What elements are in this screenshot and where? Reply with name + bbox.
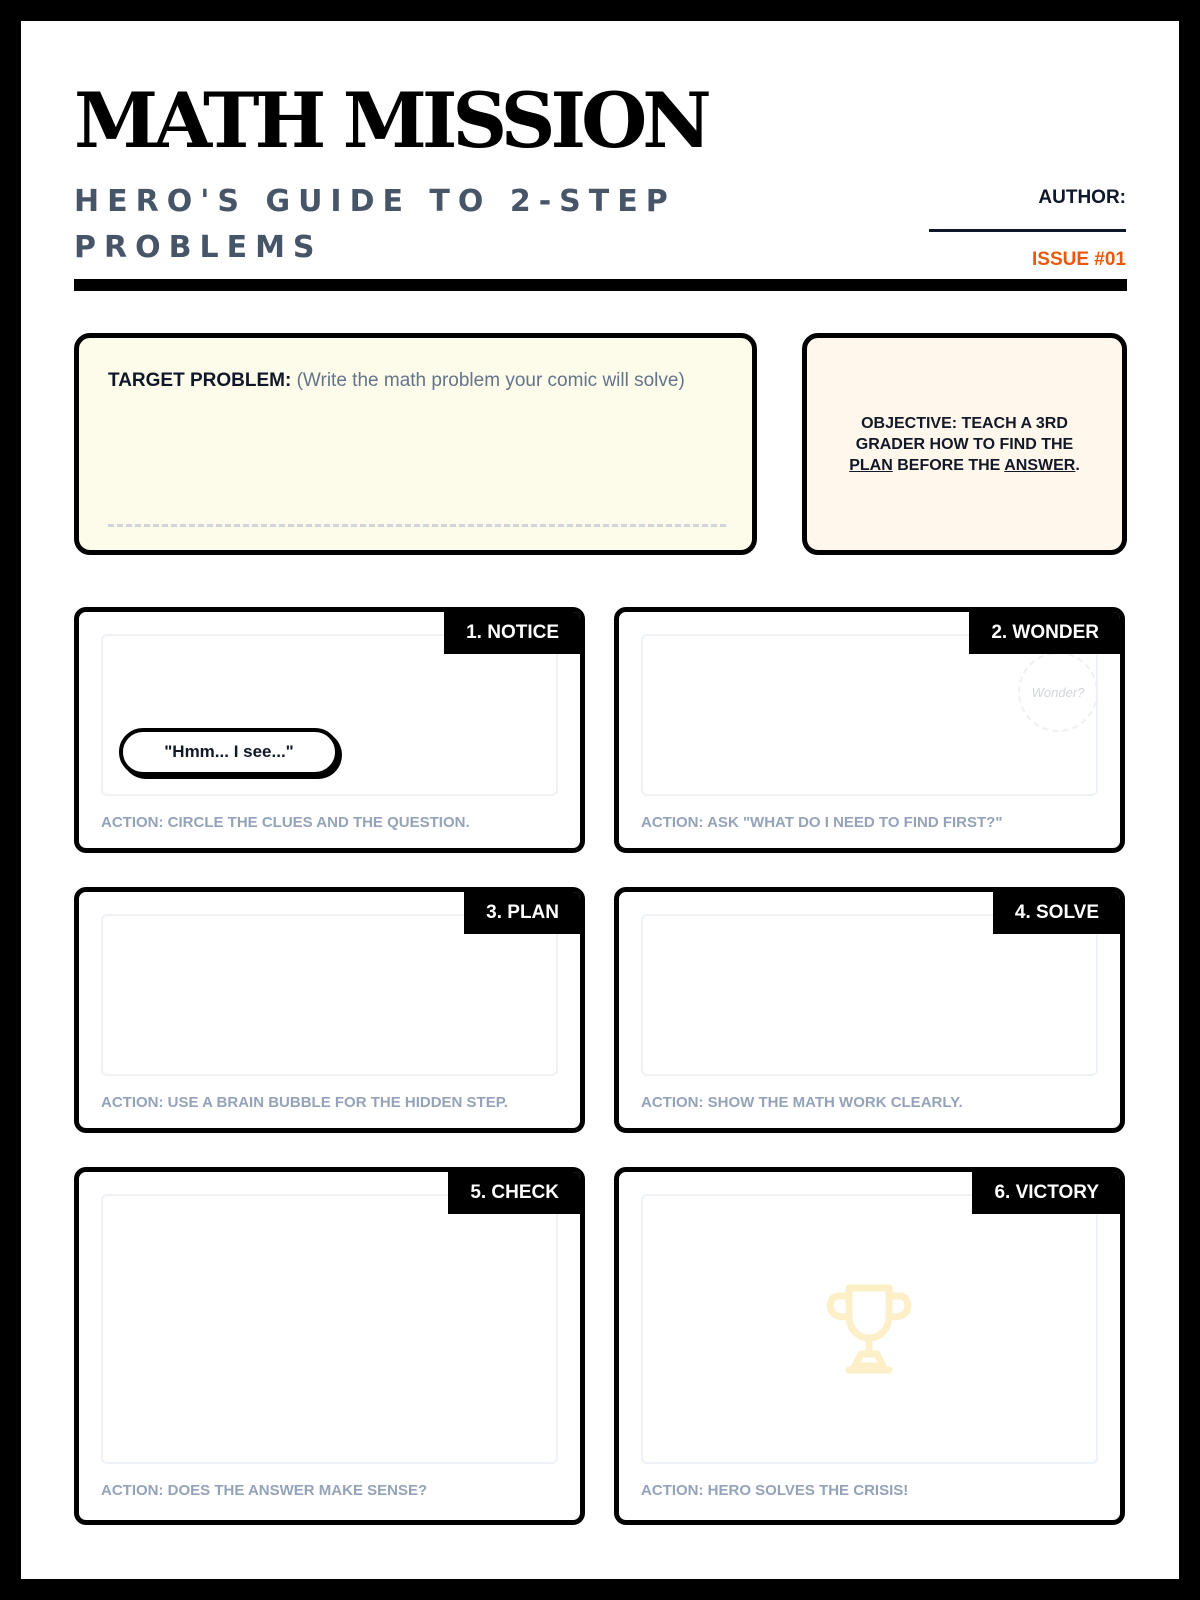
- target-problem-placeholder: (Write the math problem your comic will solve): [296, 370, 685, 391]
- panel-action: ACTION: DOES THE ANSWER MAKE SENSE?: [101, 1482, 428, 1499]
- panel-tag: 1. NOTICE: [444, 612, 580, 654]
- page-subtitle: HERO'S GUIDE TO 2-STEP PROBLEMS: [74, 184, 676, 265]
- panel-plan[interactable]: [74, 887, 585, 1133]
- target-problem-box[interactable]: [74, 333, 757, 555]
- panel-action: ACTION: HERO SOLVES THE CRISIS!: [641, 1482, 909, 1499]
- panel-action: ACTION: USE A BRAIN BUBBLE FOR THE HIDDEN STEP.: [101, 1094, 508, 1111]
- worksheet-page: [21, 21, 1179, 1579]
- author-line[interactable]: [929, 213, 1126, 232]
- objective-answer: ANSWER: [1004, 456, 1076, 474]
- panel-notice[interactable]: [74, 607, 585, 853]
- header-divider: [74, 279, 1127, 291]
- panel-action: ACTION: CIRCLE THE CLUES AND THE QUESTION.: [101, 814, 470, 831]
- panel-tag: 2. WONDER: [969, 612, 1120, 654]
- panel-tag: 5. CHECK: [448, 1172, 580, 1214]
- objective-end: .: [1075, 456, 1080, 474]
- panel-victory[interactable]: [614, 1167, 1125, 1525]
- panel-action: ACTION: ASK "WHAT DO I NEED TO FIND FIRST?": [641, 814, 1003, 831]
- panel-tag: 3. PLAN: [464, 892, 580, 934]
- thought-bubble: Wonder?: [1018, 652, 1098, 732]
- objective-text: [839, 413, 1090, 476]
- panel-solve[interactable]: [614, 887, 1125, 1133]
- objective-plan: PLAN: [849, 456, 893, 474]
- author-label: AUTHOR:: [1038, 187, 1126, 208]
- panel-check[interactable]: [74, 1167, 585, 1525]
- trophy-icon: [819, 1278, 919, 1378]
- objective-middle: BEFORE THE: [897, 456, 1001, 474]
- target-problem-text: [108, 368, 708, 394]
- panel-tag: 4. SOLVE: [993, 892, 1120, 934]
- target-problem-label: TARGET PROBLEM:: [108, 370, 292, 391]
- panel-tag: 6. VICTORY: [972, 1172, 1120, 1214]
- panel-drawing-area[interactable]: [101, 1194, 558, 1464]
- objective-prefix: OBJECTIVE: TEACH A 3RD GRADER HOW TO FIND THE: [855, 414, 1074, 453]
- issue-number: ISSUE #01: [1032, 249, 1126, 270]
- panel-wonder[interactable]: [614, 607, 1125, 853]
- panel-drawing-area[interactable]: [641, 914, 1098, 1076]
- objective-box: [802, 333, 1127, 555]
- target-answer-line: [108, 524, 726, 527]
- panel-action: ACTION: SHOW THE MATH WORK CLEARLY.: [641, 1094, 963, 1111]
- panel-drawing-area[interactable]: [101, 914, 558, 1076]
- speech-bubble: "Hmm... I see...": [119, 728, 339, 776]
- author-field[interactable]: [929, 187, 1126, 232]
- page-title: MATH MISSION: [74, 76, 707, 165]
